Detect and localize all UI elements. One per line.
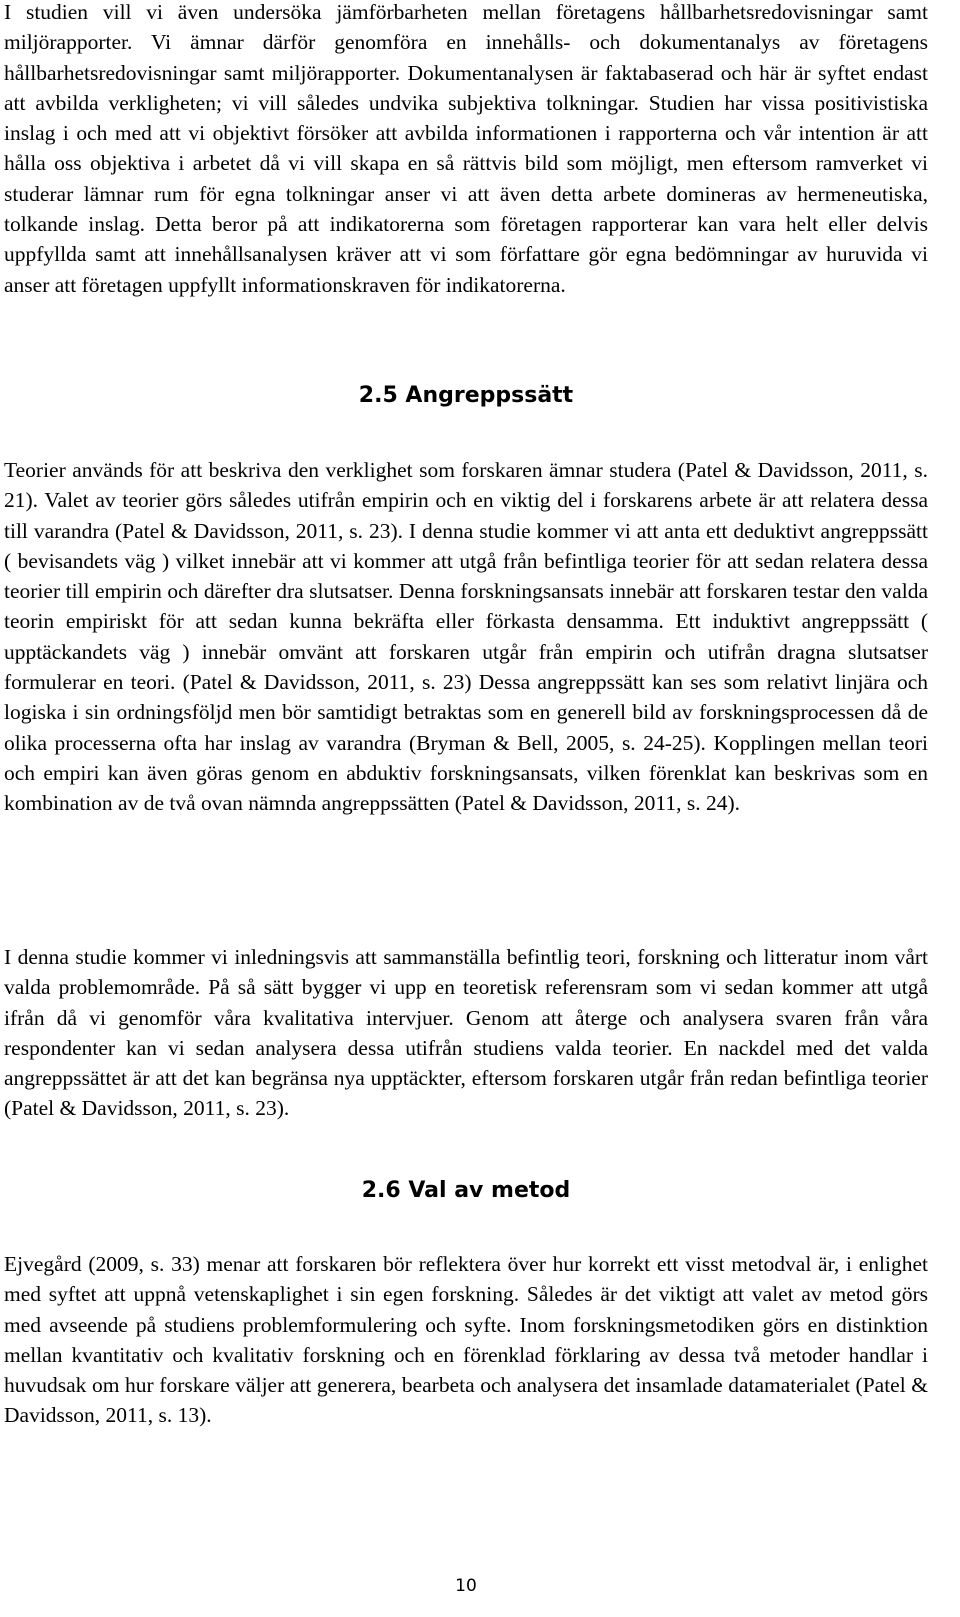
document-page <box>4 0 928 1617</box>
paragraph-val-av-metod: Ejvegård (2009, s. 33) menar att forskaren bör reflektera över hur korrekt ett visst metodval är, i enlighet med syftet att uppnå vetenskaplighet i sin egen forskning. Således är det viktigt att valet av metod görs med avseende på studiens problemformulering och syfte. Inom forskningsmetodiken görs en distinktion mellan kvantitativ och kvalitativ forskning och en förenklad förklaring av dessa två metoder handlar i huvudsak om hur forskare väljer att generera, bearbeta och analysera det insamlade datamaterialet (Patel & Davidsson, 2011, s. 13). <box>4 1252 928 1428</box>
page-number: 10 <box>455 1576 477 1596</box>
paragraph-angreppssatt: Teorier används för att beskriva den verklighet som forskaren ämnar studera (Patel & Davidsson, 2011, s. 21). Valet av teorier görs således utifrån empirin och en viktig del i forskarens arbete är att relatera dessa till varandra (Patel & Davidsson, 2011, s. 23). I denna studie kommer vi att anta ett deduktivt angreppssätt ( bevisandets väg ) vilket innebär att vi kommer att utgå från befintliga teorier för att sedan relatera dessa teorier till empirin och därefter dra slutsatser. Denna forskningsansats innebär att forskaren testar den valda teorin empiriskt för att sedan kunna bekräfta eller förkasta densamma. Ett induktivt angreppssätt ( upptäckandets väg ) innebär omvänt att forskaren utgår från empirin och utifrån dragna slutsatser formulerar en teori. (Patel & Davidsson, 2011, s. 23) Dessa angreppssätt kan ses som relativt linjära och logiska i sin ordningsföljd men bör samtidigt betraktas som en generell bild av forskningsprocessen då de olika processerna ofta har inslag av varandra (Bryman & Bell, 2005, s. 24-25). Kopplingen mellan teori och empiri kan även göras genom en abduktiv forskningsansats, vilken förenklat kan beskrivas som en kombination av de två ovan nämnda angreppssätten (Patel & Davidsson, 2011, s. 24). <box>4 458 928 816</box>
heading-angreppssatt: 2.5 Angreppssätt <box>358 383 574 408</box>
heading-val-av-metod: 2.6 Val av metod <box>361 1178 571 1203</box>
paragraph-intro-analysis: I studien vill vi även undersöka jämförbarheten mellan företagens hållbarhetsredovisningar samt miljörapporter. Vi ämnar därför genomföra en innehålls- och dokumentanalys av företagens hållbarhetsredovisningar samt miljörapporter. Dokumentanalysen är faktabaserad och här är syftet endast att avbilda verkligheten; vi vill således undvika subjektiva tolkningar. Studien har vissa positivistiska inslag i och med att vi objektivt försöker att avbilda informationen i rapporterna och vår intention är att hålla oss objektiva i arbetet då vi vill skapa en så rättvis bild som möjligt, men eftersom ramverket vi studerar lämnar rum för egna tolkningar anser vi att även detta arbete domineras av hermeneutiska, tolkande inslag. Detta beror på att indikatorerna som företagen rapporterar kan vara helt eller delvis uppfyllda samt att innehållsanalysen kräver att vi som författare gör egna bedömningar av huruvida vi anser att företagen uppfyllt informationskraven för indikatorerna. <box>4 0 928 297</box>
paragraph-teoretisk-referensram: I denna studie kommer vi inledningsvis att sammanställa befintlig teori, forskning och litteratur inom vårt valda problemområde. På så sätt bygger vi upp en teoretisk referensram som vi sedan kommer att utgå ifrån då vi genomför våra kvalitativa intervjuer. Genom att återge och analysera svaren från våra respondenter kan vi sedan analysera dessa utifrån studiens valda teorier. En nackdel med det valda angreppssättet är att det kan begränsa nya upptäckter, eftersom forskaren utgår från redan befintliga teorier (Patel & Davidsson, 2011, s. 23). <box>4 945 928 1121</box>
